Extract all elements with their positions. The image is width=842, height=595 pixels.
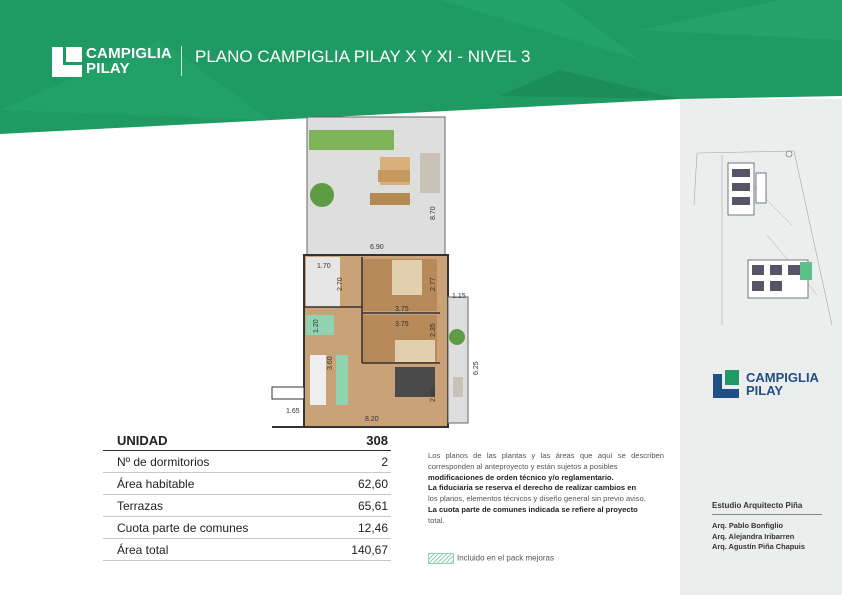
table-header: UNIDAD 308 <box>103 431 391 451</box>
hatch-swatch-icon <box>428 553 454 564</box>
header-divider <box>181 46 182 76</box>
dimension-label: 8.20 <box>365 416 379 423</box>
dimension-label: 2.35 <box>430 323 437 337</box>
dimension-label: 3.60 <box>327 356 334 370</box>
brand-name: CAMPIGLIA PILAY <box>86 45 172 77</box>
dimension-label: 1.15 <box>452 293 466 300</box>
dimension-label: 1.20 <box>313 319 320 333</box>
dimension-label: 6.25 <box>473 361 480 375</box>
site-plan-drawing <box>682 145 840 330</box>
dimension-label: 8.70 <box>430 206 437 220</box>
table-row: Cuota parte de comunes 12,46 <box>103 517 391 539</box>
disclaimer-notes: Los planos de las plantas y las áreas que aquí se describen corresponden al anteproyecto y están sujetos a posibles modificaciones de orden técnico y/o reglamentario. La fiduciaria se reserva el derecho de realizar cambios en los planos, elementos técnicos y diseño general sin previo aviso. La cuota parte de comunes indicada se refiere al proyecto total. <box>428 451 664 525</box>
sidebar-brand-name: CAMPIGLIA PILAY <box>746 370 819 398</box>
dimension-label: 6.90 <box>370 244 384 251</box>
table-row: Área total 140,67 <box>103 539 391 561</box>
studio-name: Estudio Arquitecto Piña <box>712 501 803 510</box>
unit-table <box>103 431 391 561</box>
dimension-label: 2.80 <box>430 388 437 402</box>
dimension-label: 3.75 <box>395 321 409 328</box>
table-row: Nº de dormitorios 2 <box>103 451 391 473</box>
dimension-label: 3.75 <box>395 306 409 313</box>
table-row: Área habitable 62,60 <box>103 473 391 495</box>
floor-plan-dimensions <box>270 115 485 433</box>
table-row: Terrazas 65,61 <box>103 495 391 517</box>
legend: Incluido en el pack mejoras <box>428 553 554 564</box>
brand-logo-icon <box>52 47 82 77</box>
dimension-label: 1.70 <box>317 263 331 270</box>
page-title: PLANO CAMPIGLIA PILAY X Y XI - NIVEL 3 <box>195 47 531 66</box>
architects-list: Arq. Pablo Bonfiglio Arq. Alejandra Iribarren Arq. Agustín Piña Chapuis <box>712 521 805 551</box>
dimension-label: 2.77 <box>430 277 437 291</box>
studio-divider <box>712 514 822 515</box>
dimension-label: 2.70 <box>337 277 344 291</box>
floor-plan <box>270 115 485 433</box>
dimension-label: 1.65 <box>286 408 300 415</box>
sidebar-logo-icon <box>713 370 739 398</box>
